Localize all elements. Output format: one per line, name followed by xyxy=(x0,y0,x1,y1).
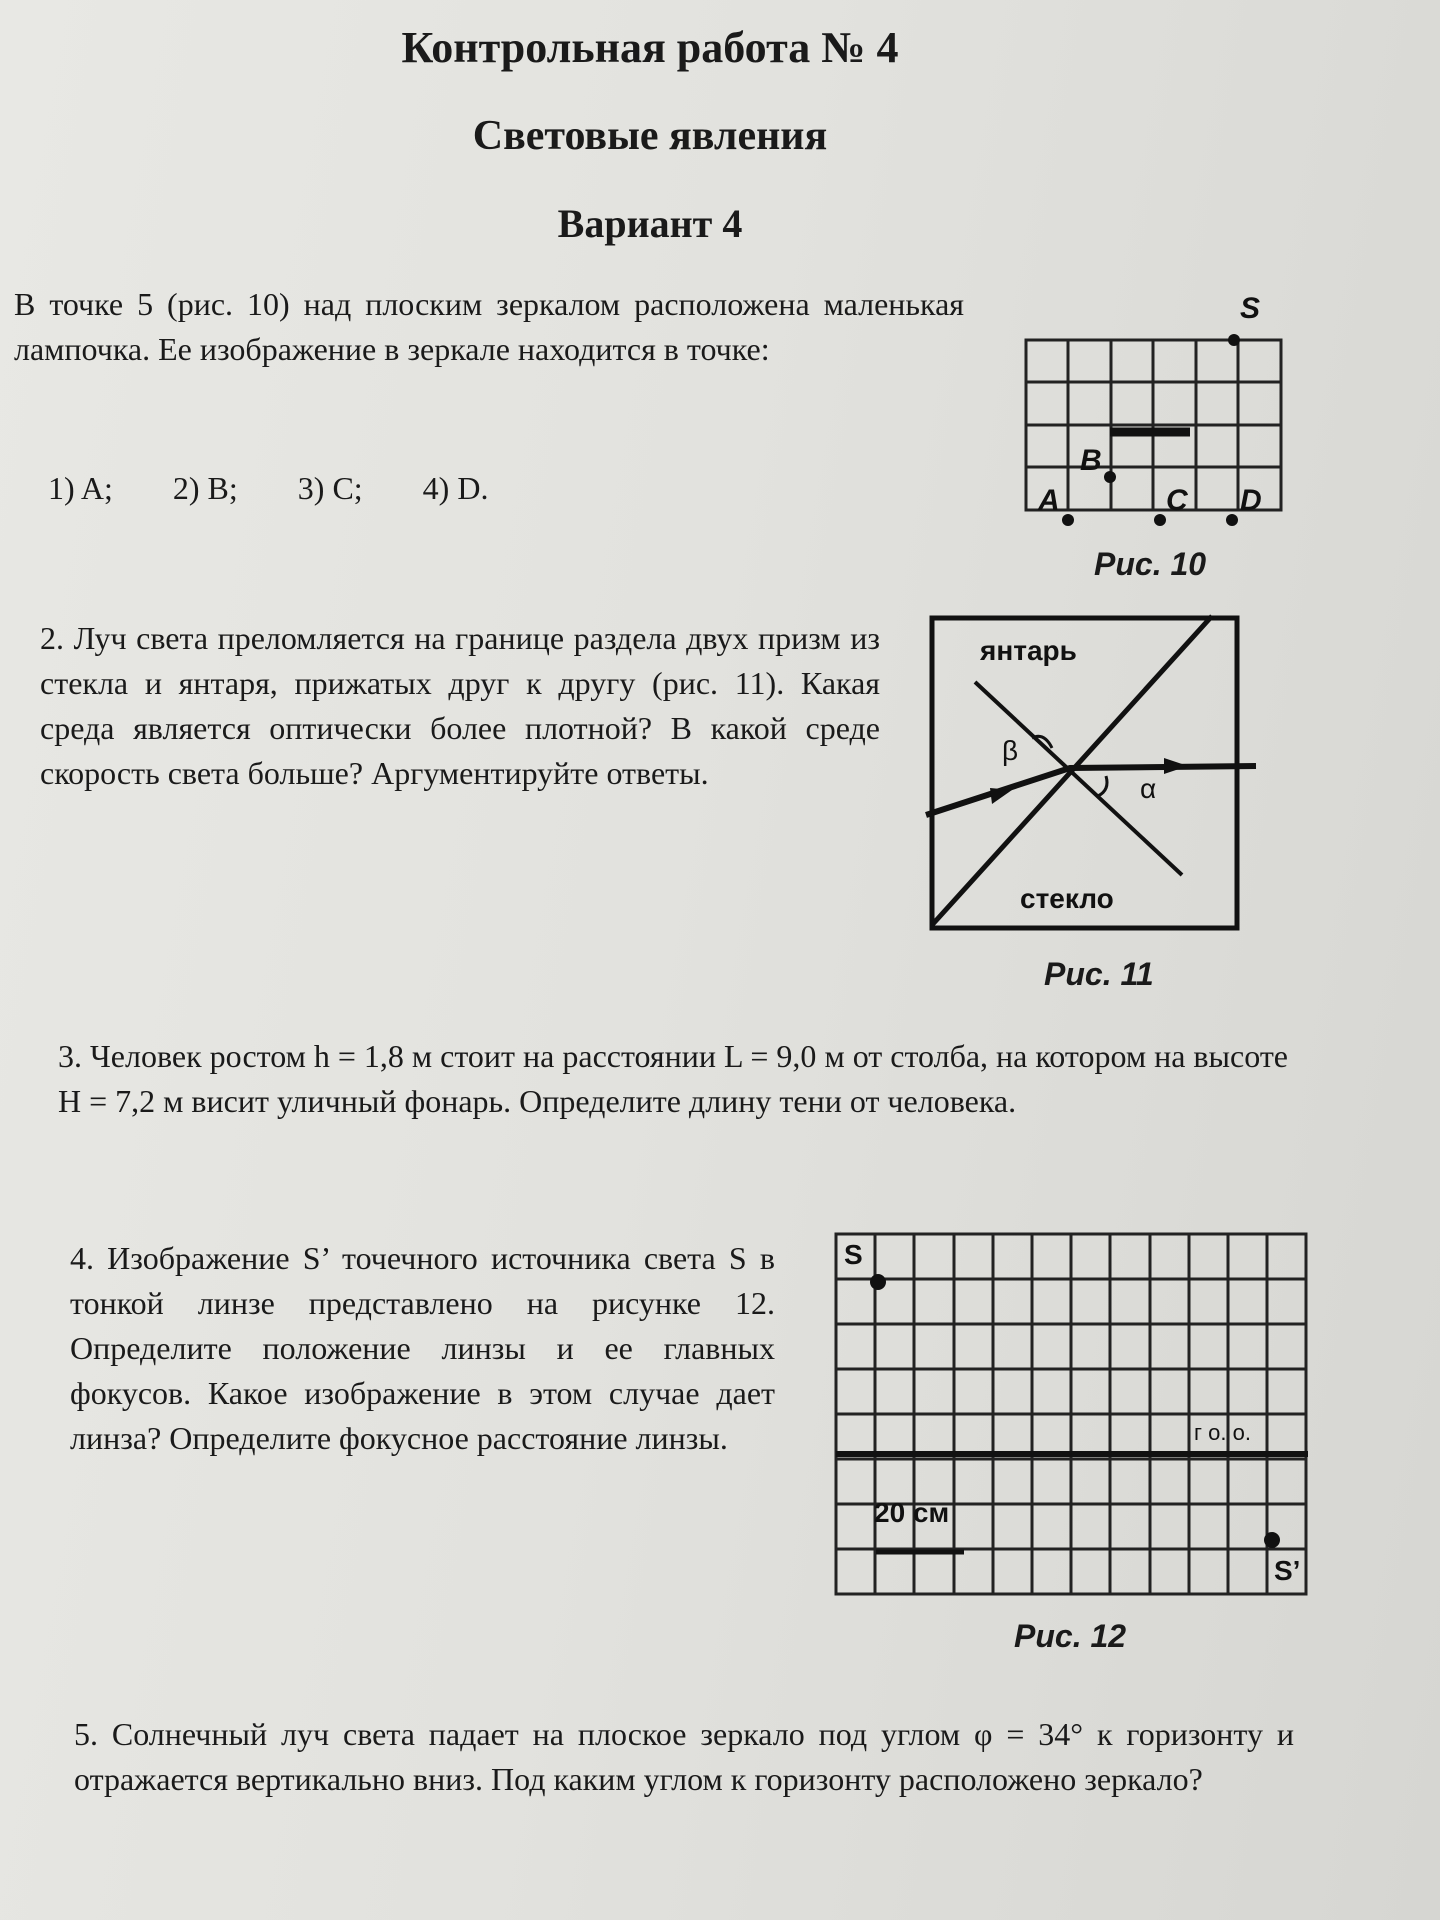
point-a xyxy=(1062,514,1074,526)
point-s xyxy=(1228,334,1240,346)
caption-fig-11: Рис. 11 xyxy=(1044,956,1154,992)
figure-12 xyxy=(826,1230,1316,1600)
point-b xyxy=(1104,471,1116,483)
task2-text: 2. Луч света преломляется на границе раздела двух призм из стекла и янтаря, прижатых друг к другу (рис. 11). Какая среда является оптически более плотной? В какой среде скорость света больше? Аргументируйте ответы. xyxy=(40,620,880,791)
task1-options xyxy=(48,470,540,507)
prism-outline xyxy=(932,618,1237,928)
caption-fig-10: Рис. 10 xyxy=(1094,546,1207,582)
task4-text: 4. Изображение S’ точечного источника света S в тонкой линзе представлено на рисунке 12. Определите положение линзы и ее главных фокусов. Какое изображение в этом случае дает линза? Определите фокусное расстояние линзы. xyxy=(70,1240,775,1456)
label-image-s-prime: S’ xyxy=(1274,1555,1301,1586)
angle-alpha-arc xyxy=(1098,776,1107,796)
label-glass: стекло xyxy=(1020,883,1114,914)
image-s-prime xyxy=(1264,1532,1280,1548)
label-d: D xyxy=(1240,484,1262,517)
caption-fig-12: Рис. 12 xyxy=(1014,1618,1127,1654)
label-a: A xyxy=(1038,484,1060,517)
label-beta: β xyxy=(1002,735,1019,766)
label-c: C xyxy=(1166,484,1188,517)
variant-heading: Вариант 4 xyxy=(557,201,743,246)
source-s xyxy=(870,1274,886,1290)
figure-12-grid xyxy=(836,1234,1306,1594)
label-b: B xyxy=(1080,444,1102,477)
task1-option-4: 4) D. xyxy=(422,470,489,506)
task1-option-1: 1) A; xyxy=(48,470,113,506)
page-title: Контрольная работа № 4 xyxy=(401,23,899,72)
task3-text: 3. Человек ростом h = 1,8 м стоит на расстоянии L = 9,0 м от столба, на котором на высоте H = 7,2 м висит уличный фонарь. Определите длину тени от человека. xyxy=(58,1038,1288,1119)
task1-text: В точке 5 (рис. 10) над плоским зеркалом расположена маленькая лампочка. Ее изображение в зеркале находится в точке: xyxy=(14,286,964,367)
label-source-s: S xyxy=(844,1239,863,1270)
ray-arrow-amber xyxy=(990,788,1012,804)
label-amber: янтарь xyxy=(980,635,1077,666)
task1-option-3: 3) C; xyxy=(297,470,363,506)
label-alpha: α xyxy=(1140,773,1157,804)
figure-10 xyxy=(1010,290,1290,540)
label-s: S xyxy=(1240,292,1261,325)
point-d xyxy=(1226,514,1238,526)
task5-text: 5. Солнечный луч света падает на плоское зеркало под углом φ = 34° к горизонту и отражается вертикально вниз. Под каким углом к горизонту расположено зеркало? xyxy=(74,1716,1294,1797)
label-main-optical-axis: г о. о. xyxy=(1194,1420,1251,1445)
task1-option-2: 2) B; xyxy=(172,470,238,506)
figure-11 xyxy=(920,610,1270,930)
label-scale: 20 см xyxy=(874,1497,950,1528)
page-subtitle: Световые явления xyxy=(472,113,828,159)
point-c xyxy=(1154,514,1166,526)
ray-arrow-glass xyxy=(1164,758,1188,774)
